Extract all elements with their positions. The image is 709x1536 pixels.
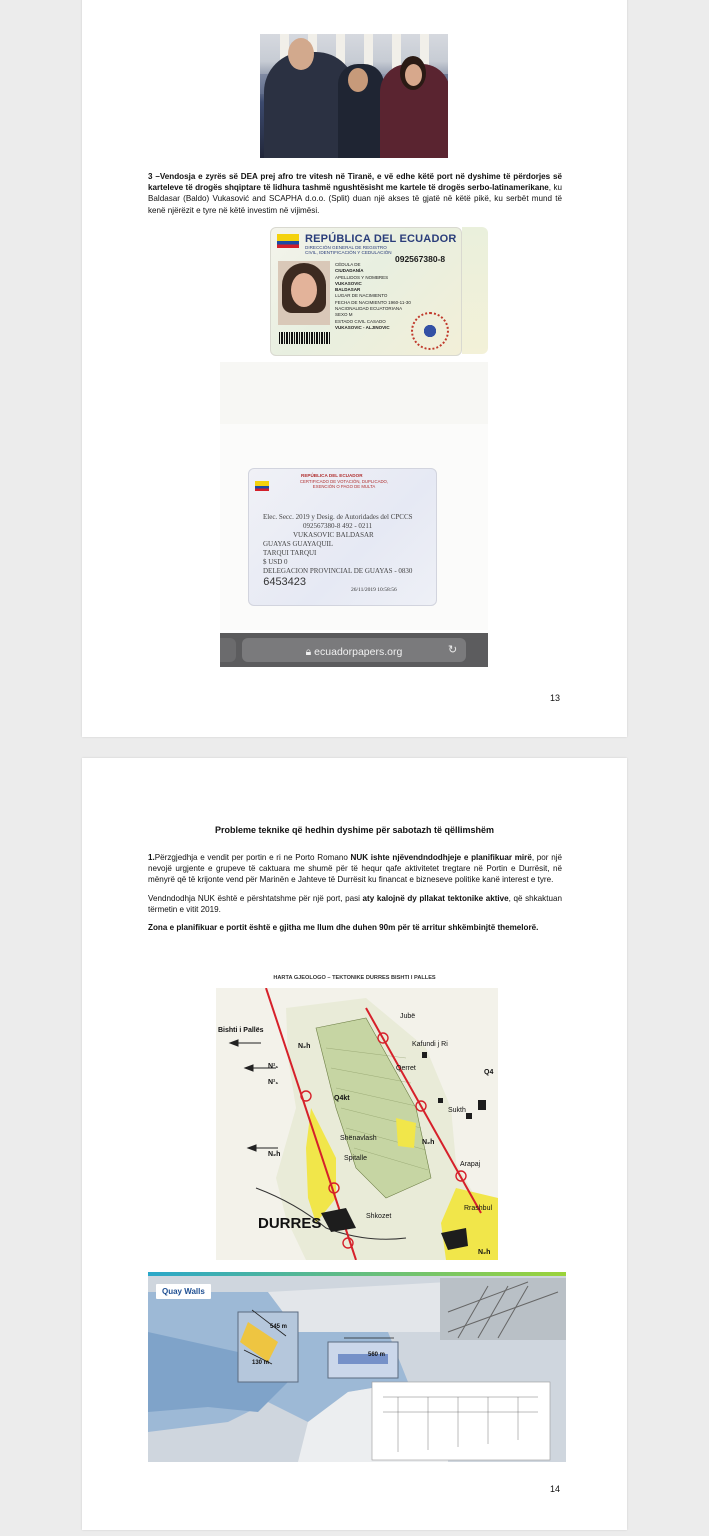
map-svg — [216, 988, 498, 1260]
document-page-14 — [82, 758, 627, 1530]
cert-title: CERTIFICADO DE VOTACIÓN, DUPLICADO, EXENCIÓN O PAGO DE MULTA — [299, 479, 389, 489]
cert-fields: Elec. Secc. 2019 y Desig. de Autoridades del CPCCS 092567380-8 492 - 0211 VUKASOVIC BALDASAR GUAYAS GUAYAQUIL TARQUI TARQUI $ USD 0 DELEGACION PROVINCIAL DE GUAYAS - 0830 — [263, 513, 413, 575]
section-heading: Probleme teknike që hedhin dyshime për sabotazh të qëllimshëm — [214, 825, 495, 835]
quay-walls-label: Quay Walls — [156, 1284, 211, 1299]
cert-datetime: 26/11/2019 10:58:56 — [351, 587, 397, 593]
page-number: 14 — [550, 1484, 561, 1494]
map-title: HARTA GJEOLOGO – TEKTONIKE DURRES BISHTI I PALLES — [273, 975, 436, 981]
quay-dim-545: 545 m — [270, 1324, 288, 1330]
cert-code: 6453423 — [263, 577, 306, 589]
map-label-kafundi: Kafundi j Ri — [412, 1041, 448, 1048]
quay-dim-560: 560 m — [368, 1352, 386, 1358]
reload-icon[interactable]: ↻ — [448, 644, 458, 656]
quay-svg — [148, 1272, 566, 1462]
lock-icon: 🔒︎ — [305, 646, 315, 658]
map-label-jube: Jubë — [400, 1013, 416, 1020]
flag-icon — [255, 481, 269, 491]
brand-strip — [148, 1272, 566, 1276]
id-number: 092567380-8 — [395, 254, 446, 264]
map-label-n2h-c: N₂h — [422, 1139, 435, 1146]
document-page-13 — [82, 0, 627, 737]
geologic-tectonic-map — [216, 988, 498, 1260]
ecuador-id-card — [270, 227, 462, 356]
map-label-durres: DURRES — [258, 1215, 322, 1232]
voting-certificate — [248, 468, 437, 606]
map-label-shkozet: Shkozet — [366, 1213, 392, 1220]
id-country: REPÚBLICA DEL ECUADOR — [305, 233, 457, 245]
map-label-spitalle: Spitalle — [344, 1155, 367, 1162]
map-label-n2h: N₂h — [298, 1043, 311, 1050]
map-label-arapaj: Arapaj — [460, 1161, 481, 1168]
paragraph-lead: 3 –Vendosja e zyrës së DEA prej afro tre vitesh në Tiranë, e vë edhe këtë port në dyshime të përdorjes së karteleve të drogës shqiptare të lidhura tashmë ngushtësisht me kartele të drogës serbo-latinamerikane — [148, 172, 562, 193]
scan-background — [220, 362, 488, 424]
map-label-n2h-d: N₂h — [478, 1249, 491, 1256]
map-label-shenavlash: Shënavlash — [340, 1135, 377, 1142]
map-label-bishti: Bishti i Pallës — [218, 1027, 264, 1034]
body-text: 1.Përzgjedhja e vendit per portin e ri ne Porto Romano NUK ishte njëvendndodhjeje e planifikuar mirë, por një nevojë urgjente e grupeve të caktuara me shumë për të hequr qafe aktivitetet tregtare në Portin e Durrësit, në mënyrë që të krijonte vend për Marinën e Jahteve të Durrësit ku financat e bizneseve politike kanë interest e tyre. Vendndodhja NUK është e përshtatshme për një port, pasi aty kalojnë dy pllakat tektonike aktive, që shkaktuan tërmetin e vitit 2019. Zona e planifikuar e portit është e gjitha me llum dhe duhen 90m për të arritur shkëmbinjtë themelorë. — [148, 853, 563, 933]
card-back-edge — [462, 227, 488, 354]
map-label-n1a: N¹₁ — [268, 1063, 279, 1070]
map-label-n1b: N¹₁ — [268, 1079, 279, 1086]
page-number: 13 — [550, 693, 561, 703]
id-fields: CÉDULA DE CIUDADANÍA APELLIDOS Y NOMBRES VUKASOVIC BALDASAR LUGAR DE NACIMIENTO FECHA DE NACIMIENTO 1960-11-30 NACIONALIDAD ECUATORIANA SEXO M ESTADO CIVIL CASADO VUKASOVIC - ALJINOVIC — [335, 262, 411, 330]
paragraph-rest: , ku Baldasar (Baldo) Vukasović and SCAPHA d.o.o. (Split) duan një akses të gjatë në këtë pikë, ku serbët mund të kenë njërëzit e tyre në këtë investim në vijimësi. — [148, 183, 562, 215]
id-agency: DIRECCIÓN GENERAL DE REGISTRO CIVIL, IDENTIFICACIÓN Y CEDULACIÓN — [305, 245, 392, 255]
map-label-q4kt: Q4kt — [334, 1095, 350, 1102]
seal-icon — [411, 312, 449, 350]
url-text: 🔒︎ ecuadorpapers.org — [305, 646, 403, 658]
quay-dim-130: 130 m — [252, 1360, 270, 1366]
browser-address-bar[interactable] — [220, 633, 488, 667]
id-portrait — [278, 261, 330, 325]
map-label-q4: Q4 — [484, 1069, 494, 1076]
cert-country: REPÚBLICA DEL ECUADOR — [301, 473, 363, 478]
map-label-rrashbull: Rrashbul — [464, 1205, 493, 1212]
barcode-icon — [279, 332, 331, 344]
paragraph-dea — [148, 171, 562, 223]
flag-icon — [277, 234, 299, 248]
quay-walls-plan — [148, 1272, 566, 1462]
map-label-sukth: Sukth — [448, 1107, 466, 1114]
map-label-n2h-b: N₂h — [268, 1151, 281, 1158]
news-photo — [260, 34, 448, 158]
map-label-qerret: Qerret — [396, 1065, 416, 1072]
